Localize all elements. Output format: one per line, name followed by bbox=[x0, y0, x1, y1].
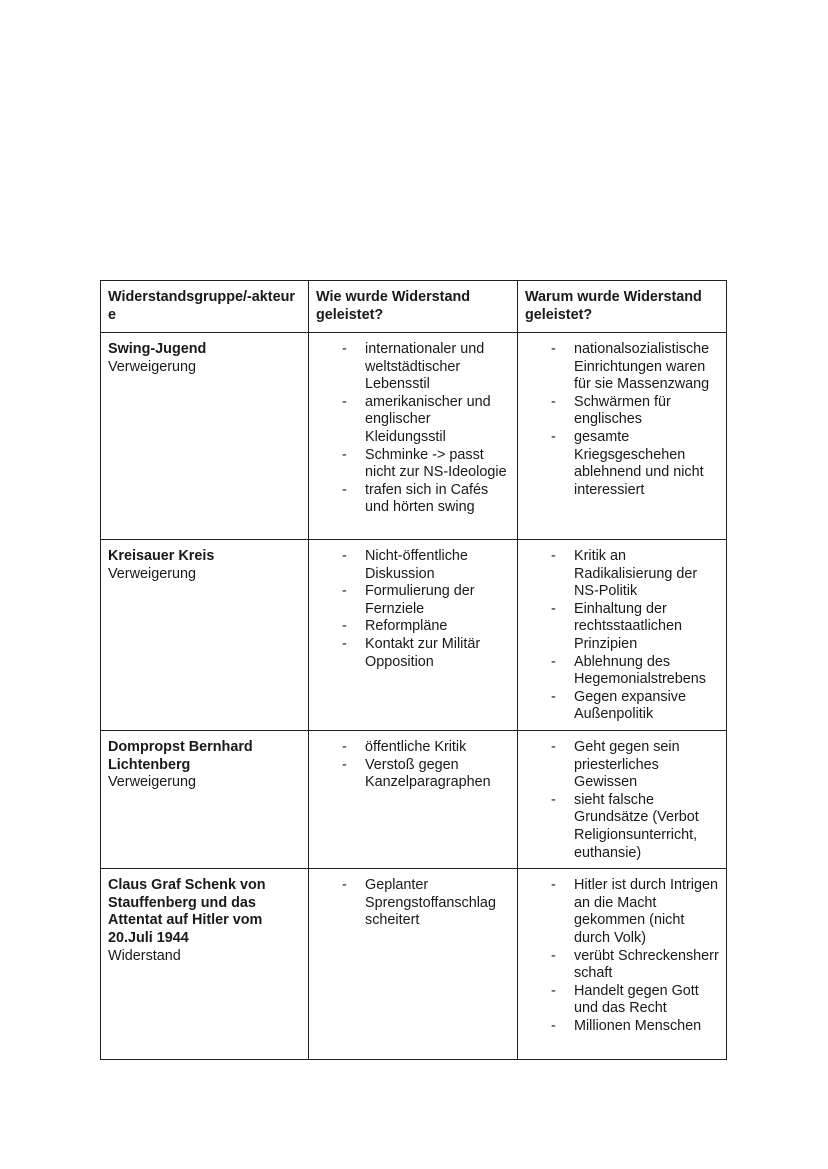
list-item: - Formulierung der Fernziele bbox=[316, 583, 510, 618]
table-row bbox=[101, 731, 727, 869]
group-cell bbox=[101, 333, 309, 540]
list-item: - Ablehnung des Hegemonialstrebens bbox=[525, 654, 719, 689]
list-item: - öffentliche Kritik bbox=[316, 739, 510, 757]
group-cell bbox=[101, 731, 309, 869]
header-how: Wie wurde Widerstand geleistet? bbox=[309, 281, 518, 333]
why-list bbox=[525, 877, 719, 1035]
why-cell bbox=[518, 333, 727, 540]
group-cell bbox=[101, 540, 309, 731]
list-item: - Reformpläne bbox=[316, 618, 510, 636]
list-item: - gesamte Kriegsgeschehen ablehnend und nicht interessiert bbox=[525, 429, 719, 499]
list-item: - Geht gegen sein priesterliches Gewissen bbox=[525, 739, 719, 792]
list-item: - Nicht-öffentliche Diskussion bbox=[316, 548, 510, 583]
list-item: - Schwärmen für englisches bbox=[525, 394, 719, 429]
group-type: Verweigerung bbox=[108, 565, 197, 582]
how-cell bbox=[309, 333, 518, 540]
list-item: - Geplanter Sprengstoffanschlag scheitert bbox=[316, 877, 510, 930]
how-cell bbox=[309, 869, 518, 1060]
table-row bbox=[101, 540, 727, 731]
group-cell bbox=[101, 869, 309, 1060]
why-cell bbox=[518, 869, 727, 1060]
list-item: - amerikanischer und englischer Kleidungsstil bbox=[316, 394, 510, 447]
list-item: - internationaler und weltstädtischer Lebensstil bbox=[316, 341, 510, 394]
resistance-table bbox=[100, 280, 727, 1060]
group-name: Swing-Jugend bbox=[108, 341, 207, 357]
why-list bbox=[525, 548, 719, 724]
table-row bbox=[101, 869, 727, 1060]
how-list bbox=[316, 739, 510, 792]
list-item: - Verstoß gegen Kanzelparagraphen bbox=[316, 757, 510, 792]
why-list bbox=[525, 739, 719, 862]
how-cell bbox=[309, 731, 518, 869]
how-list bbox=[316, 341, 510, 517]
group-type: Verweigerung bbox=[108, 774, 197, 791]
header-why: Warum wurde Widerstand geleistet? bbox=[518, 281, 727, 333]
list-item: - verübt Schreckensherrschaft bbox=[525, 948, 719, 983]
group-name: Dompropst Bernhard Lichtenberg bbox=[108, 739, 253, 773]
list-item: - Gegen expansive Außenpolitik bbox=[525, 689, 719, 724]
group-type: Widerstand bbox=[108, 947, 181, 964]
header-group: Widerstandsgruppe/-akteure bbox=[101, 281, 309, 333]
list-item: - trafen sich in Cafés und hörten swing bbox=[316, 482, 510, 517]
list-item: - nationalsozialistische Einrichtungen waren für sie Massenzwang bbox=[525, 341, 719, 394]
how-list bbox=[316, 877, 510, 930]
list-item: - sieht falsche Grundsätze (Verbot Religionsunterricht, euthansie) bbox=[525, 792, 719, 862]
list-item: - Kontakt zur Militär Opposition bbox=[316, 636, 510, 671]
table-row bbox=[101, 333, 727, 540]
list-item: - Millionen Menschen bbox=[525, 1018, 719, 1036]
list-item: - Hitler ist durch Intrigen an die Macht gekommen (nicht durch Volk) bbox=[525, 877, 719, 947]
why-list bbox=[525, 341, 719, 499]
why-cell bbox=[518, 731, 727, 869]
list-item: - Schminke -> passt nicht zur NS-Ideologie bbox=[316, 447, 510, 482]
list-item: - Handelt gegen Gott und das Recht bbox=[525, 983, 719, 1018]
group-type: Verweigerung bbox=[108, 358, 197, 375]
group-name: Claus Graf Schenk von Stauffenberg und das Attentat auf Hitler vom 20.Juli 1944 bbox=[108, 877, 266, 946]
list-item: - Kritik an Radikalisierung der NS-Politik bbox=[525, 548, 719, 601]
table-header-row bbox=[101, 281, 727, 333]
document-page bbox=[100, 280, 726, 1060]
how-cell bbox=[309, 540, 518, 731]
group-name: Kreisauer Kreis bbox=[108, 548, 215, 564]
list-item: - Einhaltung der rechtsstaatlichen Prinzipien bbox=[525, 601, 719, 654]
why-cell bbox=[518, 540, 727, 731]
how-list bbox=[316, 548, 510, 671]
